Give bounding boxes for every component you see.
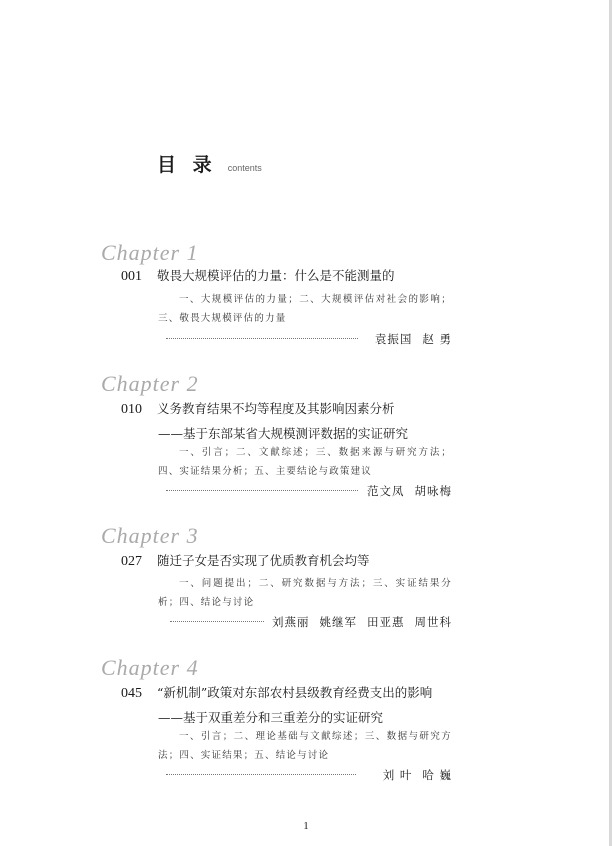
dot-leader xyxy=(166,338,358,339)
entry-subtitle: ——基于双重差分和三重差分的实证研究 xyxy=(158,710,384,725)
chapter-label: Chapter 3 xyxy=(101,523,199,548)
entry-title: 敬畏大规模评估的力量：什么是不能测量的 xyxy=(157,268,395,283)
toc-subtitle: contents xyxy=(227,163,262,173)
chapter-label: Chapter 2 xyxy=(101,371,199,396)
author-row xyxy=(0,614,612,628)
entry-page-number: 001 xyxy=(121,269,142,284)
entry-page-number: 027 xyxy=(121,554,142,569)
entry-line[interactable] xyxy=(121,683,432,702)
author: 胡咏梅 xyxy=(414,484,452,498)
author: 刘燕丽 xyxy=(272,615,310,629)
entry-line[interactable] xyxy=(121,399,395,418)
author: 袁振国 xyxy=(374,332,413,346)
dot-leader xyxy=(170,621,264,622)
entry-title: “新机制”政策对东部农村县级教育经费支出的影响 xyxy=(157,685,433,700)
authors xyxy=(365,331,452,347)
author-row xyxy=(0,483,612,497)
toc-title: 目 录 xyxy=(157,154,217,176)
entry-summary: 一、引言；二、理论基础与文献综述；三、数据与研究方法；四、实证结果；五、结论与讨论 xyxy=(158,731,452,761)
author: 范文凤 xyxy=(367,484,405,498)
authors xyxy=(262,614,452,630)
chapter-label: Chapter 1 xyxy=(101,240,199,265)
toc-header xyxy=(157,150,262,177)
author-row xyxy=(0,331,612,345)
chapter-label: Chapter 4 xyxy=(101,655,199,680)
dot-leader xyxy=(166,774,356,775)
entry-summary: 一、大规模评估的力量；二、大规模评估对社会的影响；三、敬畏大规模评估的力量 xyxy=(158,294,452,324)
author: 哈 巍 xyxy=(422,768,452,782)
entry-title: 随迁子女是否实现了优质教育机会均等 xyxy=(157,553,370,568)
entry-title: 义务教育结果不均等程度及其影响因素分析 xyxy=(157,401,395,416)
entry-line[interactable] xyxy=(121,551,370,570)
author: 姚继军 xyxy=(319,615,357,629)
entry-summary: 一、问题提出；二、研究数据与方法；三、实证结果分析；四、结论与讨论 xyxy=(158,578,452,608)
entry-line[interactable] xyxy=(121,266,395,285)
author: 赵 勇 xyxy=(422,332,452,346)
authors xyxy=(357,483,452,499)
entry-summary: 一、引言；二、文献综述；三、数据来源与研究方法；四、实证结果分析；五、主要结论与政策建议 xyxy=(158,447,452,477)
entry-page-number: 010 xyxy=(121,402,142,417)
author: 刘 叶 xyxy=(382,768,413,782)
authors xyxy=(373,767,452,783)
entry-page-number: 045 xyxy=(121,686,142,701)
dot-leader xyxy=(166,490,358,491)
entry-subtitle: ——基于东部某省大规模测评数据的实证研究 xyxy=(158,426,409,441)
page-number: 1 xyxy=(303,820,309,832)
author: 田亚惠 xyxy=(367,615,405,629)
author: 周世科 xyxy=(414,615,452,629)
author-row xyxy=(0,767,612,781)
